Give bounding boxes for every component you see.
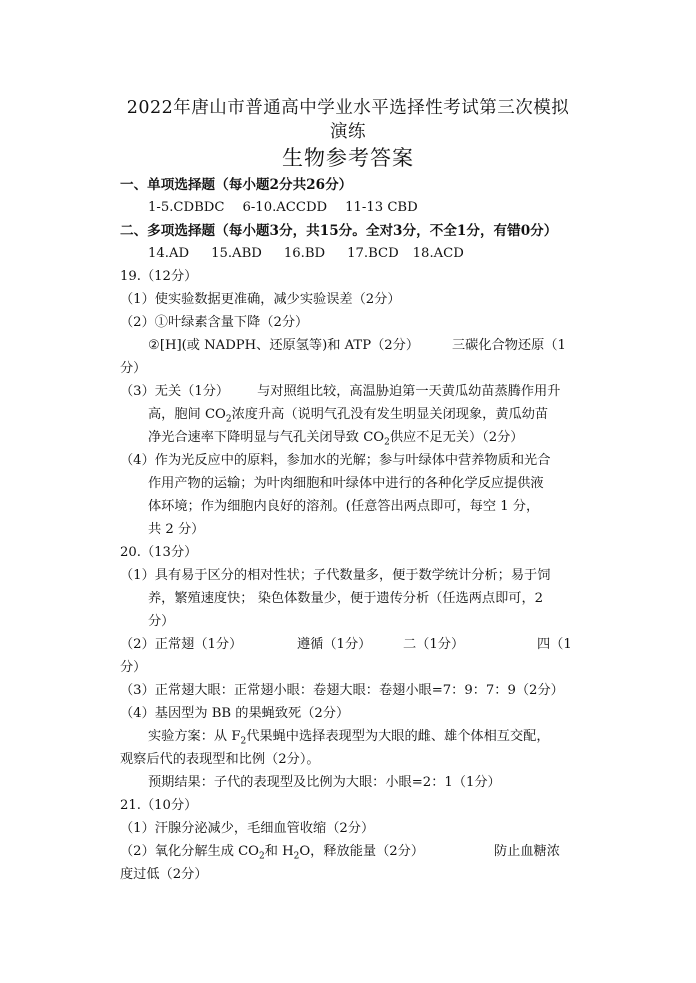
text-frag: 和 H <box>264 844 294 859</box>
text-frag: 供应不足无关）（2分） <box>389 430 524 445</box>
answer-item: 15.ABD <box>211 246 262 261</box>
answer-item: 14.AD <box>148 246 190 261</box>
text-frag: 净光合速率下降明显与气孔关闭导致 CO <box>148 430 385 445</box>
q19-part-2b: ②[H](或 NADPH、还原氢等)和 ATP（2分） <box>148 338 420 353</box>
subscript: 2 <box>240 736 247 747</box>
q20-part-2d: 四（1 <box>537 637 572 652</box>
subscript: 2 <box>258 851 265 862</box>
q19-part-2b-right: 三碳化合物还原（1 <box>452 338 566 353</box>
q19-part-1: （1）使实验数据更准确，减少实验误差（2分） <box>120 292 401 307</box>
q21-part-1: （1）汗腺分泌减少，毛细血管收缩（2分） <box>120 821 375 836</box>
q20-part-2-cont: 分） <box>120 660 147 675</box>
q20-experiment-plan-cont: 观察后代的表现型和比例（2分）。 <box>120 752 320 767</box>
text-frag: 高，胞间 CO <box>148 407 226 422</box>
q19-part-3-lead: （3）无关（1分） <box>120 384 230 399</box>
answer-group: 6-10.ACCDD <box>242 200 328 215</box>
q19-part-3-line-2 <box>148 406 548 424</box>
page-subtitle: 生物参考答案 <box>282 146 414 170</box>
answer-group: 11-13 CBD <box>345 200 418 215</box>
section-2-heading: 二、多项选择题（每小题3分，共15分。全对3分，不全1分，有错0分） <box>120 223 558 239</box>
text-frag: O，释放能量（2分） <box>299 844 425 859</box>
q19-part-3-line-1 <box>120 383 560 401</box>
section-1-heading: 一、单项选择题（每小题2分共26分） <box>120 177 353 193</box>
q19-part-4-line-1: （4）作为光反应中的原料，参加水的光解；参与叶绿体中营养物质和光合 <box>120 453 551 468</box>
subscript: 2 <box>225 414 232 425</box>
q20-part-2a: （2）正常翅（1分） <box>120 637 243 652</box>
text-frag: 浓度升高（说明气孔没有发生明显关闭现象，黄瓜幼苗 <box>231 407 549 422</box>
answer-item: 16.BD <box>283 246 326 261</box>
text-frag: 代果蝇中选择表现型为大眼的雌、雄个体相互交配， <box>246 729 550 744</box>
title-line-1: 2022年唐山市普通高中学业水平选择性考试第三次模拟 <box>126 98 570 118</box>
q19-part-4-line-2: 作用产物的运输；为叶肉细胞和叶绿体中进行的各种化学反应提供液 <box>148 476 544 491</box>
subscript: 2 <box>384 437 390 448</box>
q20-part-3: （3）正常翅大眼：正常翅小眼：卷翅大眼：卷翅小眼=7：9：7：9（2分） <box>120 683 564 698</box>
q21-part-2-cont: 度过低（2分） <box>120 867 208 882</box>
q19-part-2a: （2）①叶绿素含量下降（2分） <box>120 315 309 330</box>
q21-part-2-right: 防止血糖浓 <box>494 844 560 859</box>
answer-item: 17.BCD <box>347 246 399 261</box>
q21-header: 21.（10分） <box>120 798 198 813</box>
text-frag: （2）氧化分解生成 CO <box>120 844 259 859</box>
title-line-2: 演练 <box>330 122 366 142</box>
q20-part-1-line-1: （1）具有易于区分的相对性状；子代数量多，便于数学统计分析；易于饲 <box>120 568 551 583</box>
answer-item: 18.ACD <box>412 246 464 261</box>
q21-part-2 <box>120 843 424 861</box>
q19-part-2b-cont: 分） <box>120 361 147 376</box>
text-frag: 实验方案：从 F <box>148 729 241 744</box>
q20-part-1-line-3: 分） <box>148 614 175 629</box>
q20-part-2c: 二（1分） <box>403 637 465 652</box>
q19-header: 19.（12分） <box>120 269 198 284</box>
answer-group: 1-5.CDBDC <box>148 200 225 215</box>
q19-part-4-line-4: 共 2 分） <box>148 522 205 537</box>
section-1-answers <box>148 199 418 217</box>
q19-part-3-line-3 <box>148 429 524 447</box>
q20-part-1-line-2: 养，繁殖速度快； 染色体数量少，便于遗传分析（任选两点即可，2 <box>148 591 544 606</box>
q20-part-4: （4）基因型为 BB 的果蝇致死（2分） <box>120 706 350 721</box>
q20-expected-result: 预期结果：子代的表现型及比例为大眼：小眼=2：1（1分） <box>148 775 501 790</box>
subscript: 2 <box>293 851 300 862</box>
section-2-answers <box>148 245 464 263</box>
q19-part-4-line-3: 体环境；作为细胞内良好的溶剂。(任意答出两点即可，每空 1 分， <box>148 499 540 514</box>
q20-header: 20.（13分） <box>120 545 198 560</box>
q19-part-3-text: 与对照组比较，高温胁迫第一天黄瓜幼苗蒸腾作用升 <box>257 384 561 399</box>
q20-experiment-plan <box>148 728 550 746</box>
q20-part-2b: 遵循（1分） <box>297 637 372 652</box>
